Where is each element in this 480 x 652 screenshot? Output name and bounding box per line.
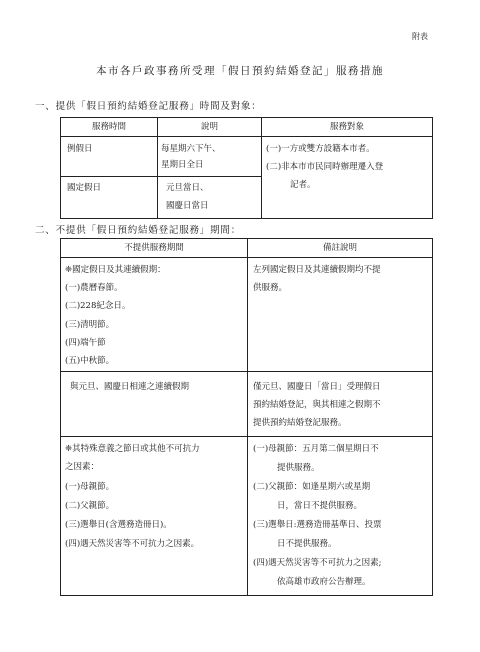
target-line-2: (二)非本市市民同時辦理遷入登: [266, 162, 384, 172]
no-service-table: [60, 238, 433, 596]
target-line-3: 記者。: [290, 180, 316, 190]
row1-period-line-1: ❈國定假日及其連續假期：: [65, 265, 166, 275]
row1-period-line-4: (三)清明節。: [65, 320, 115, 330]
header-service-time: 服務時間: [91, 122, 126, 132]
row3-note-line-4: 日，當日不提供服務。: [277, 501, 363, 511]
row2-note-line-3: 提供預約結婚登記服務。: [253, 418, 347, 428]
document-title: 本市各戶政事務所受理「假日預約結婚登記」服務措施: [96, 65, 384, 77]
row3-note-line-3: (二)父親節：如逢星期六或星期: [253, 482, 371, 492]
header-no-service-period: 不提供服務期間: [124, 243, 184, 253]
row1-period-line-2: (一)農曆春節。: [65, 283, 123, 293]
row-regular-holiday-desc-1: 每星期六下午、: [161, 144, 221, 154]
target-line-1: (一)一方或雙方設籍本市者。: [266, 144, 375, 154]
row3-note-line-7: (四)遇天然災害等不可抗力之因素;: [253, 558, 382, 568]
header-service-target: 服務對象: [329, 122, 364, 132]
row-national-holiday-desc-2: 國慶日當日: [166, 201, 209, 211]
row-regular-holiday-desc-2: 星期日全日: [161, 160, 204, 170]
row3-period-line-4: (二)父親節。: [65, 501, 115, 511]
section2-heading: 二、不提供「假日預約結婚登記服務」期間：: [35, 225, 242, 236]
row2-note-line-2: 預約結婚登記，與其相連之假期不: [253, 400, 381, 410]
row3-period-line-6: (四)遇天然災害等不可抗力之因素。: [65, 539, 200, 549]
row3-note-line-8: 依高雄市政府公告辦理。: [277, 577, 371, 587]
annex-label: 附表: [412, 32, 428, 41]
row3-period-line-3: (一)母親節。: [65, 482, 115, 492]
service-time-table: [60, 117, 433, 219]
row-national-holiday-time: 國定假日: [67, 183, 102, 193]
row3-note-line-6: 日不提供服務。: [277, 539, 337, 549]
row3-note-line-1: (一)母親節：五月第二個星期日不: [253, 444, 379, 454]
row3-period-line-1: ❈其特殊意義之節日或其他不可抗力: [65, 444, 200, 454]
row2-note-line-1: 僅元旦、國慶日「當日」受理假日: [253, 382, 381, 392]
row3-period-line-2: 之因素：: [65, 462, 100, 472]
row-regular-holiday-time: 例假日: [67, 144, 93, 154]
header-description: 說明: [200, 122, 218, 132]
section1-heading: 一、提供「假日預約結婚登記服務」時間及對象：: [35, 101, 262, 112]
row1-note-line-1: 左列國定假日及其連續假期均不提: [253, 265, 381, 275]
row3-note-line-2: 提供服務。: [277, 463, 320, 473]
row1-period-line-5: (四)端午節: [65, 338, 106, 348]
row-national-holiday-desc-1: 元旦當日、: [166, 183, 209, 193]
row1-period-line-6: (五)中秋節。: [65, 356, 115, 366]
row2-period-line-1: 與元旦、國慶日相連之連續假期: [70, 382, 190, 392]
row1-period-line-3: (二)228紀念日。: [65, 301, 131, 311]
row3-note-line-5: (三)選舉日:選務造冊基準日、投票: [253, 520, 382, 530]
row1-note-line-2: 供服務。: [253, 283, 288, 293]
header-remarks: 備註說明: [322, 243, 357, 253]
row3-period-line-5: (三)選舉日(含選務造冊日)。: [65, 520, 172, 530]
